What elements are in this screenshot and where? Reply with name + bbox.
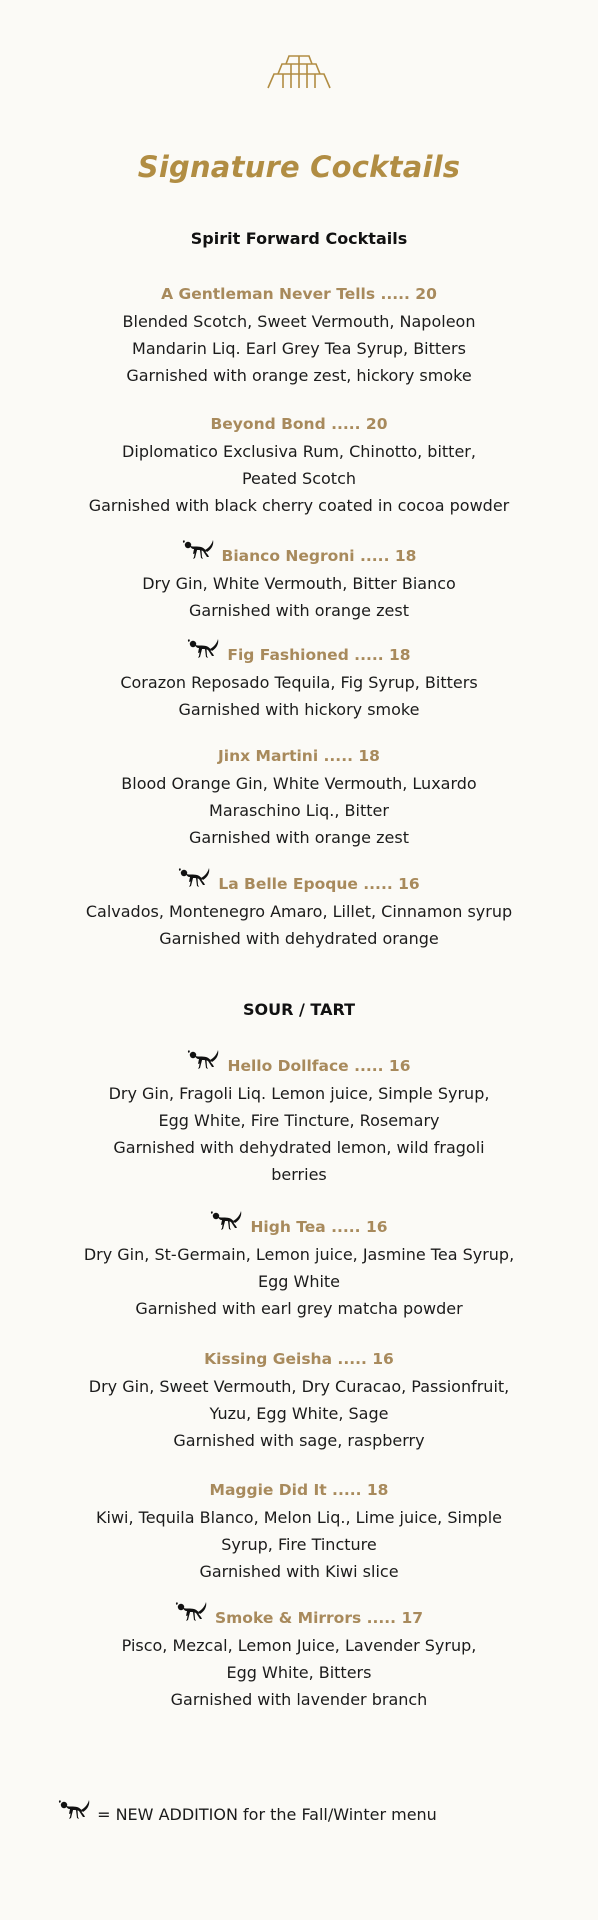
item-description-line: Garnished with earl grey matcha powder bbox=[135, 1299, 463, 1318]
item-name: Maggie Did It ..... 18 bbox=[209, 1481, 389, 1499]
item-description-line: Egg White bbox=[257, 1272, 341, 1291]
monkey-icon bbox=[175, 1600, 209, 1624]
menu-item bbox=[0, 1604, 598, 1713]
item-description-line: Calvados, Montenegro Amaro, Lillet, Cinnamon syrup bbox=[85, 902, 513, 921]
item-description-line: Garnished with lavender branch bbox=[170, 1690, 428, 1709]
item-description-line: Garnished with dehydrated orange bbox=[159, 929, 439, 948]
menu-item bbox=[0, 641, 598, 723]
item-description-line: Kiwi, Tequila Blanco, Melon Liq., Lime juice, Simple bbox=[96, 1508, 502, 1527]
item-description-line: Diplomatico Exclusiva Rum, Chinotto, bitter, bbox=[122, 442, 476, 461]
menu-item bbox=[0, 1052, 598, 1188]
menu-title: Signature Cocktails bbox=[137, 150, 461, 184]
monkey-icon bbox=[210, 1209, 244, 1233]
item-description-line: Blood Orange Gin, White Vermouth, Luxardo bbox=[121, 774, 477, 793]
item-description-line: Dry Gin, St-Germain, Lemon juice, Jasmine Tea Syrup, bbox=[83, 1245, 515, 1264]
item-name-row bbox=[0, 280, 598, 308]
item-description-line: Dry Gin, Fragoli Liq. Lemon juice, Simple Syrup, bbox=[108, 1084, 490, 1103]
item-description-line: Maraschino Liq., Bitter bbox=[209, 801, 389, 820]
item-description-line: Syrup, Fire Tincture bbox=[221, 1535, 377, 1554]
monkey-icon bbox=[187, 637, 221, 661]
item-description-line: Garnished with orange zest bbox=[189, 601, 409, 620]
menu-item bbox=[0, 1213, 598, 1322]
item-name: La Belle Epoque ..... 16 bbox=[218, 875, 420, 893]
menu-item bbox=[0, 280, 598, 389]
item-name: Fig Fashioned ..... 18 bbox=[227, 646, 411, 664]
item-description-line: Garnished with hickory smoke bbox=[178, 700, 420, 719]
item-name-row bbox=[0, 1476, 598, 1504]
item-description-line: Garnished with dehydrated lemon, wild fragoli bbox=[113, 1138, 485, 1157]
item-description-line: Dry Gin, Sweet Vermouth, Dry Curacao, Passionfruit, bbox=[88, 1377, 510, 1396]
item-description-line: Garnished with sage, raspberry bbox=[173, 1431, 425, 1450]
item-description-line: Blended Scotch, Sweet Vermouth, Napoleon bbox=[122, 312, 476, 331]
item-name: A Gentleman Never Tells ..... 20 bbox=[161, 285, 437, 303]
menu-item bbox=[0, 870, 598, 952]
monkey-icon bbox=[187, 1048, 221, 1072]
item-name-row bbox=[0, 1052, 598, 1080]
item-description-line: Garnished with Kiwi slice bbox=[199, 1562, 399, 1581]
item-name: Smoke & Mirrors ..... 17 bbox=[214, 1609, 424, 1627]
art-deco-ornament-icon bbox=[100, 52, 498, 98]
item-name: High Tea ..... 16 bbox=[250, 1218, 388, 1236]
item-name-row bbox=[0, 410, 598, 438]
item-description-line: Garnished with orange zest, hickory smoke bbox=[126, 366, 472, 385]
item-description-line: Peated Scotch bbox=[241, 469, 357, 488]
item-description-line: Pisco, Mezcal, Lemon Juice, Lavender Syrup, bbox=[121, 1636, 477, 1655]
menu-item bbox=[0, 542, 598, 624]
item-name: Hello Dollface ..... 16 bbox=[227, 1057, 411, 1075]
item-name-row bbox=[0, 870, 598, 898]
item-name-row bbox=[0, 641, 598, 669]
item-description-line: Garnished with black cherry coated in cocoa powder bbox=[88, 496, 510, 515]
item-description-line: Egg White, Bitters bbox=[226, 1663, 372, 1682]
menu-item bbox=[0, 1345, 598, 1454]
item-name-row bbox=[0, 1345, 598, 1373]
item-description-line: berries bbox=[271, 1165, 327, 1184]
section-heading: SOUR / TART bbox=[243, 1000, 355, 1019]
monkey-icon bbox=[182, 538, 216, 562]
item-description-line: Yuzu, Egg White, Sage bbox=[209, 1404, 389, 1423]
menu-item bbox=[0, 410, 598, 519]
monkey-icon bbox=[178, 866, 212, 890]
item-name: Kissing Geisha ..... 16 bbox=[204, 1350, 394, 1368]
item-name-row bbox=[0, 1604, 598, 1632]
item-description-line: Dry Gin, White Vermouth, Bitter Bianco bbox=[142, 574, 456, 593]
item-name: Bianco Negroni ..... 18 bbox=[221, 547, 417, 565]
item-description-line: Garnished with orange zest bbox=[189, 828, 409, 847]
section-heading: Spirit Forward Cocktails bbox=[190, 229, 408, 248]
item-name-row bbox=[0, 1213, 598, 1241]
item-name: Beyond Bond ..... 20 bbox=[210, 415, 388, 433]
item-description-line: Mandarin Liq. Earl Grey Tea Syrup, Bitters bbox=[132, 339, 466, 358]
menu-item bbox=[0, 1476, 598, 1585]
legend bbox=[58, 1800, 558, 1830]
item-name-row bbox=[0, 742, 598, 770]
item-name: Jinx Martini ..... 18 bbox=[218, 747, 380, 765]
item-name-row bbox=[0, 542, 598, 570]
legend-text: = NEW ADDITION for the Fall/Winter menu bbox=[97, 1805, 437, 1824]
item-description-line: Corazon Reposado Tequila, Fig Syrup, Bitters bbox=[120, 673, 478, 692]
menu-item bbox=[0, 742, 598, 851]
item-description-line: Egg White, Fire Tincture, Rosemary bbox=[158, 1111, 440, 1130]
monkey-icon bbox=[58, 1798, 92, 1822]
